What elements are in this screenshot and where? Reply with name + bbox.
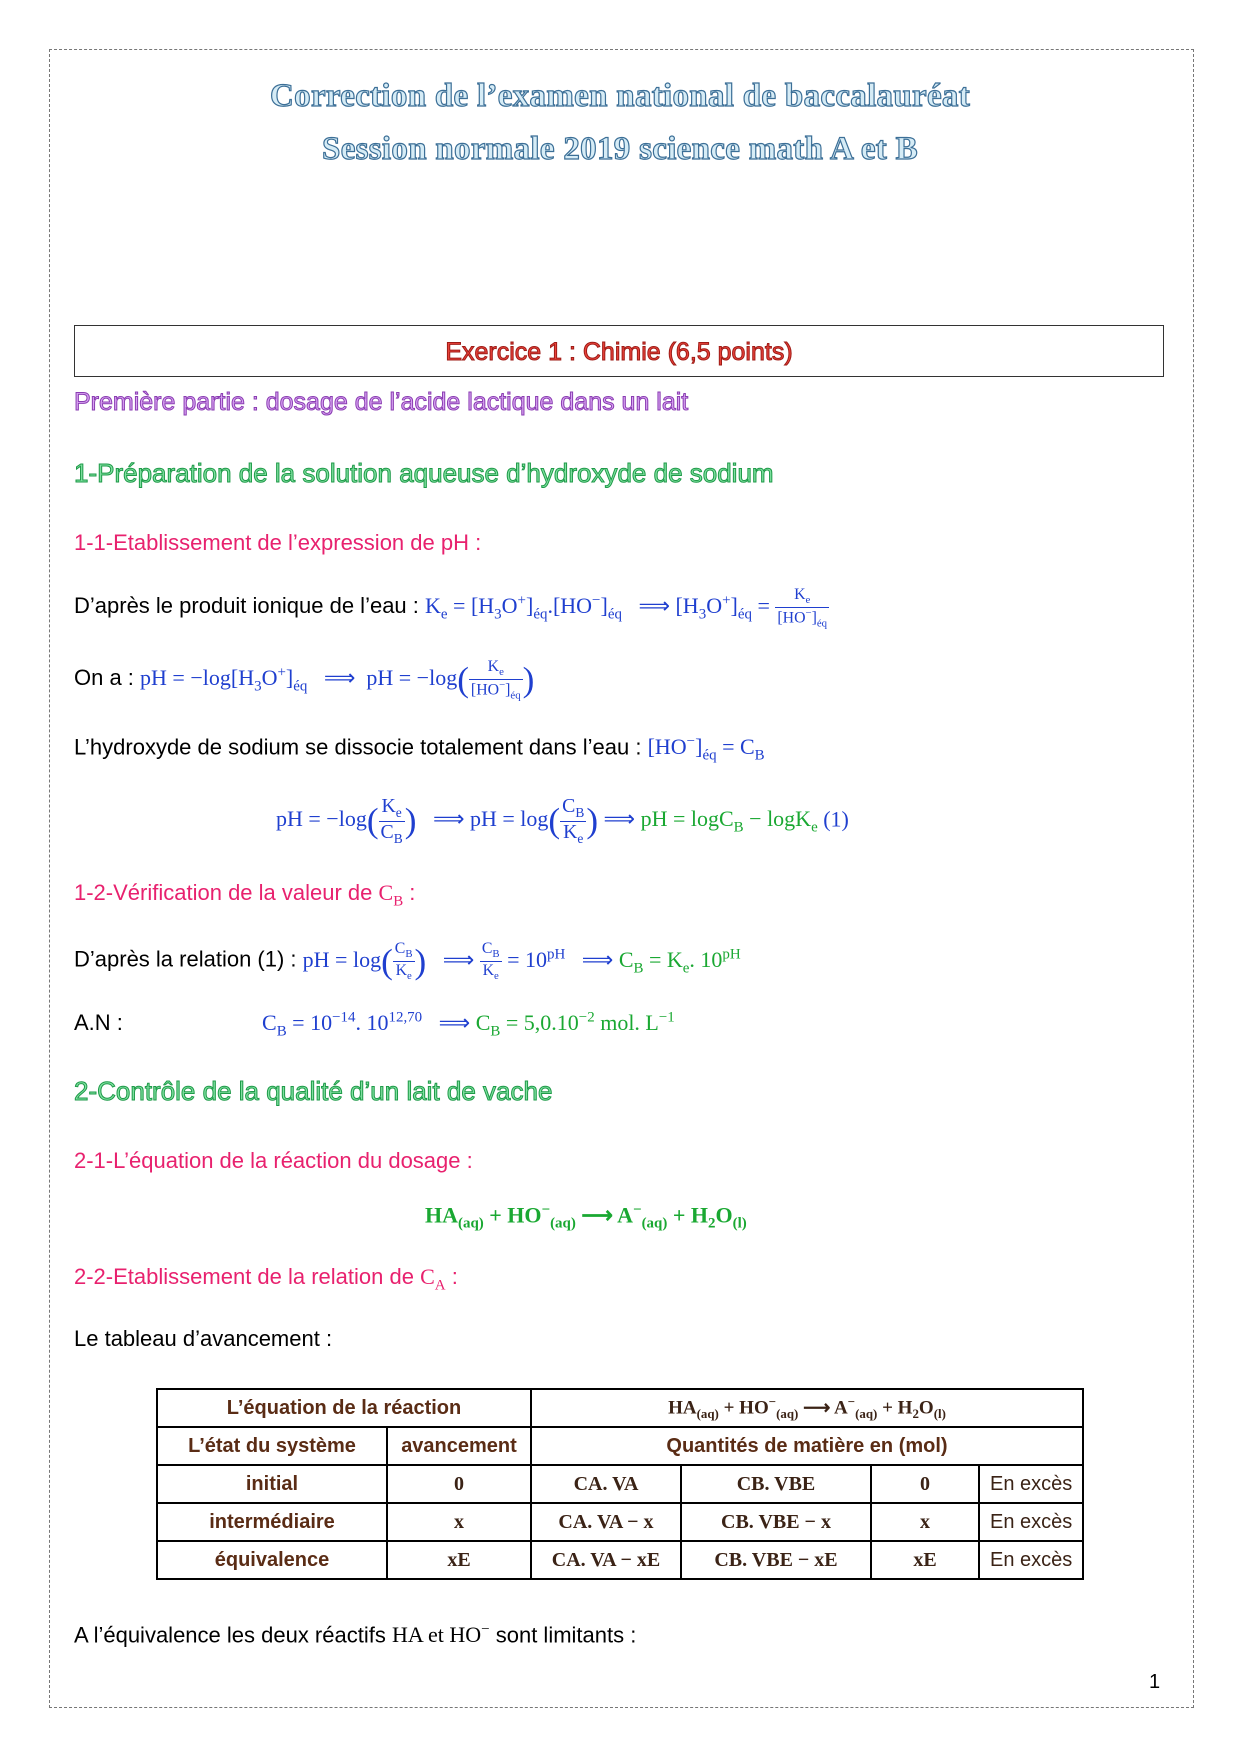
table-intro: Le tableau d’avancement : [74, 1326, 333, 1351]
numeric-application-line [74, 1010, 123, 1036]
header-equation: L’équation de la réaction [157, 1389, 531, 1427]
exercise-title: Exercice 1 : Chimie (6,5 points) [445, 338, 793, 366]
ph-definition-line [74, 658, 534, 702]
header-quantities: Quantités de matière en (mol) [531, 1427, 1083, 1465]
row-h2o: En excès [979, 1465, 1083, 1503]
ph-definition-formula: pH = $-\log[H_3O^+]_{éq}$ ⟹ pH = −log( $\frac{K_e}{[HO^-]_{éq}}$ ) [140, 658, 535, 702]
row-ho: CB. VBE − x [681, 1503, 871, 1541]
subsection-2-2: 2-2-Etablissement de la relation de $C_A$ : [74, 1264, 458, 1294]
subsection-1-1: 1-1-Etablissement de l’expression de pH : [74, 530, 482, 555]
ionic-product-formula: $K_e = [H_3O^+]_{éq}.[HO^-]_{éq}$ ⟹ $[H_3O^+]_{éq}$ = $\frac{K_e}{[HO^-]_{éq}}$ [425, 586, 828, 630]
document-title-line2: Session normale 2019 science math A et B [322, 131, 918, 167]
relation-text: D’après la relation (1) : [74, 946, 303, 972]
row-h2o: En excès [979, 1541, 1083, 1579]
row-a: 0 [871, 1465, 979, 1503]
subsection-1-2-text: 1-2-Vérification de la valeur de [74, 880, 379, 905]
row-ho: CB. VBE − xE [681, 1541, 871, 1579]
table-row [157, 1541, 1083, 1579]
subsection-2-2-text: 2-2-Etablissement de la relation de [74, 1264, 421, 1289]
dissociation-formula: $[HO^-]_{éq} = C_B$ [647, 734, 765, 764]
equivalence-line [74, 1622, 636, 1648]
subsection-2-1: 2-1-L’équation de la réaction du dosage : [74, 1148, 473, 1173]
an-label: A.N : [74, 1010, 123, 1035]
titration-equation: $HA_{(aq)} + HO^-_{(aq)}$ ⟶ $A^-_{(aq)} + H_2O_{(l)}$ [425, 1202, 747, 1232]
numeric-application-formula: $C_B = 10^{-14}$. 10$^{12,70}$ ⟹ $C_B = 5,0.10^{-2}$ mol. $L^{-1}$ [262, 1010, 675, 1040]
part-title: Première partie : dosage de l’acide lactique dans un lait [74, 388, 689, 416]
row-ha: CA. VA − xE [531, 1541, 681, 1579]
row-a: xE [871, 1541, 979, 1579]
dissociation-text: L’hydroxyde de sodium se dissocie totalement dans l’eau : [74, 734, 648, 760]
row-ha: CA. VA − x [531, 1503, 681, 1541]
row-avancement: xE [387, 1541, 531, 1579]
ph-expression: pH = −log( $\frac{K_e}{C_B}$ ) ⟹ pH = log( $\frac{C_B}{K_e}$ ) ⟹ pH = logC$_B$ − logK$_e$ (1) [276, 795, 849, 846]
row-avancement: 0 [387, 1465, 531, 1503]
dissociation-line [74, 734, 765, 765]
ionic-product-text: D’après le produit ionique de l’eau : [74, 593, 426, 619]
document-title-line1: Correction de l’examen national de baccalauréat [270, 78, 970, 114]
limiting-reactants: HA et HO− [391, 1622, 490, 1648]
ionic-product-line [74, 586, 829, 630]
page-number: 1 [1149, 1671, 1161, 1693]
row-avancement: x [387, 1503, 531, 1541]
row-state: initial [157, 1465, 387, 1503]
row-a: x [871, 1503, 979, 1541]
relation-formula: pH = log( $\frac{C_B}{K_e}$ ) ⟹ $\frac{C_B}{K_e}$ = $10^{pH}$ ⟹ [302, 940, 619, 983]
row-state: équivalence [157, 1541, 387, 1579]
table-row [157, 1503, 1083, 1541]
section2-heading: 2-Contrôle de la qualité d’un lait de vache [74, 1076, 553, 1106]
header-avancement: avancement [387, 1427, 531, 1465]
row-h2o: En excès [979, 1503, 1083, 1541]
section1-heading: 1-Préparation de la solution aqueuse d’hydroxyde de sodium [74, 458, 774, 488]
row-state: intermédiaire [157, 1503, 387, 1541]
header-reaction-formula: $HA_{(aq)} + HO^-_{(aq)}$ ⟶ $A^-_{(aq)} + H_2O_{(l)}$ [531, 1389, 1083, 1427]
equivalence-text-b: sont limitants : [489, 1622, 637, 1648]
row-ho: CB. VBE [681, 1465, 871, 1503]
header-state: L’état du système [157, 1427, 387, 1465]
ph-definition-text: On a : [74, 665, 141, 691]
table-row [157, 1465, 1083, 1503]
relation-line: D’après la relation (1) : pH = log( $\frac{C_B}{K_e}$ ) ⟹ $\frac{C_B}{K_e}$ = $10^{pH}$ ⟹ $C_B = K_e$. $10^{pH}$ [74, 940, 741, 983]
subsection-1-2: 1-2-Vérification de la valeur de $C_B$ : [74, 880, 416, 910]
row-ha: CA. VA [531, 1465, 681, 1503]
progress-table [156, 1388, 1084, 1580]
equivalence-text-a: A l’équivalence les deux réactifs [74, 1622, 392, 1648]
